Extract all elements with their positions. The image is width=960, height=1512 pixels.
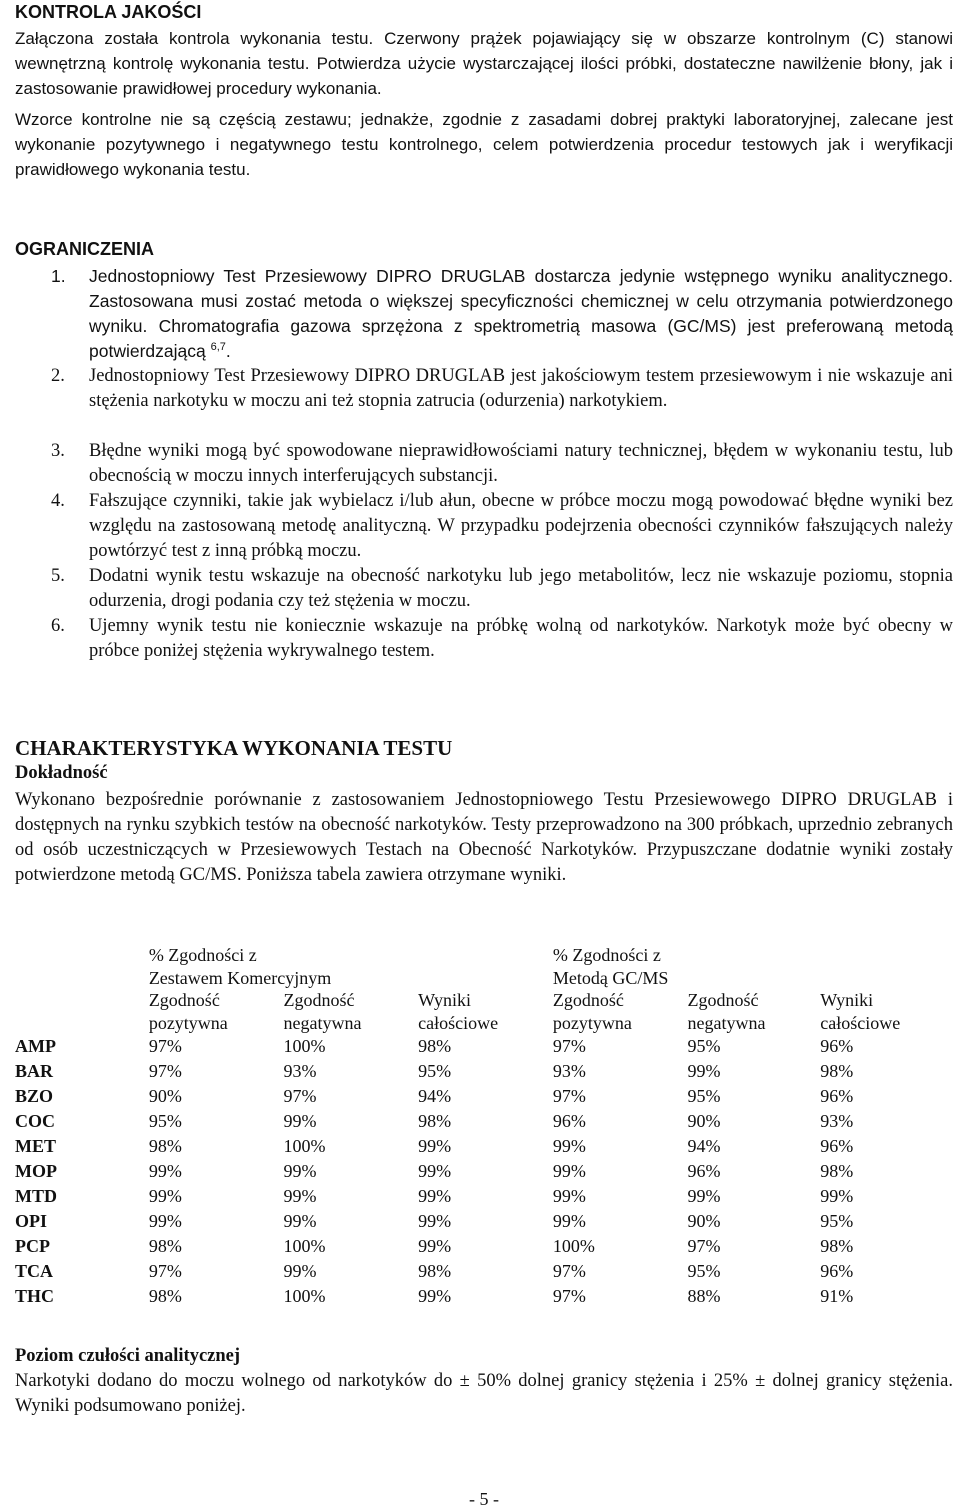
table-cell: 99% (148, 1161, 182, 1181)
table-cell: 90% (687, 1111, 721, 1131)
table-cell: 97% (148, 1036, 182, 1056)
table-cell: 94% (418, 1086, 452, 1106)
table-cell: 99% (283, 1261, 317, 1281)
item-superscript: 6,7 (210, 341, 226, 354)
column-header: Zgodność pozytywna (148, 990, 228, 1033)
item-number: 2. (51, 366, 65, 386)
table-cell: 99% (148, 1186, 182, 1206)
item-number: 5. (51, 566, 65, 586)
table-cell: 96% (820, 1036, 854, 1056)
table-cell: 95% (820, 1211, 854, 1231)
table-cell: 95% (418, 1061, 452, 1081)
table-cell: 96% (552, 1111, 586, 1131)
table-row (15, 1034, 953, 1059)
table-cell: 98% (148, 1286, 182, 1306)
table-cell: 97% (552, 1086, 586, 1106)
qc-paragraph-2: Wzorce kontrolne nie są częścią zestawu; jednakże, zgodnie z zasadami dobrej praktyki laboratoryjnej, zalecane jest wykonanie pozytywnego i negatywnego testu kontrolnego, celem potwierdzenia procedur testowych jak i weryfikacji prawidłowego wykonania testu. (15, 110, 953, 179)
table-cell: 97% (552, 1036, 586, 1056)
limitations-list (15, 264, 953, 664)
table-row (15, 1109, 953, 1134)
item-number: 6. (51, 616, 65, 636)
table-cell: 97% (148, 1061, 182, 1081)
item-end: . (225, 341, 231, 361)
accuracy-table (15, 944, 953, 1309)
table-cell: 98% (148, 1136, 182, 1156)
table-cell: 98% (418, 1036, 452, 1056)
row-label: COC (15, 1111, 55, 1131)
table-cell: 93% (283, 1061, 317, 1081)
table-cell: 90% (687, 1211, 721, 1231)
table-cell: 94% (687, 1136, 721, 1156)
table-cell: 97% (687, 1236, 721, 1256)
row-label: BAR (15, 1061, 54, 1081)
limitation-item-6 (15, 614, 953, 664)
table-cell: 99% (418, 1161, 452, 1181)
column-header: Zgodność pozytywna (552, 990, 632, 1033)
table-cell: 98% (148, 1236, 182, 1256)
table-group-header (15, 944, 953, 989)
table-cell: 95% (687, 1086, 721, 1106)
table-cell: 99% (418, 1186, 452, 1206)
table-cell: 93% (820, 1111, 854, 1131)
item-text: Dodatni wynik testu wskazuje na obecność narkotyku lub jego metabolitów, lecz nie wskazuje poziomu, stopnia odurzenia, drogi podania czy też stężenia w moczu. (89, 566, 953, 611)
table-cell: 99% (687, 1186, 721, 1206)
table-cell: 98% (418, 1111, 452, 1131)
table-row (15, 1284, 953, 1309)
row-label: MTD (15, 1186, 57, 1206)
table-cell: 99% (820, 1186, 854, 1206)
item-number: 4. (51, 491, 65, 511)
table-cell: 95% (687, 1036, 721, 1056)
table-cell: 100% (552, 1236, 595, 1256)
limitation-item-3 (15, 439, 953, 489)
table-cell: 99% (148, 1211, 182, 1231)
table-row (15, 1134, 953, 1159)
table-row (15, 1234, 953, 1259)
limitation-item-4 (15, 489, 953, 564)
page-number: - 5 - (469, 1489, 499, 1509)
table-cell: 99% (283, 1211, 317, 1231)
table-cell: 99% (552, 1136, 586, 1156)
column-header: Wyniki całościowe (820, 990, 901, 1033)
table-body (15, 1034, 953, 1309)
table-cell: 99% (283, 1186, 317, 1206)
table-cell: 99% (418, 1236, 452, 1256)
table-cell: 99% (552, 1211, 586, 1231)
table-cell: 97% (552, 1261, 586, 1281)
table-row (15, 1259, 953, 1284)
item-text: Błędne wyniki mogą być spowodowane nieprawidłowościami natury technicznej, błędem w wykonaniu testu, lub obecnością w moczu innych interferujących substancji. (89, 441, 953, 486)
table-cell: 100% (283, 1236, 326, 1256)
table-row (15, 1059, 953, 1084)
table-cell: 96% (820, 1136, 854, 1156)
table-cell: 97% (552, 1286, 586, 1306)
table-cell: 93% (552, 1061, 586, 1081)
item-text: Fałszujące czynniki, takie jak wybielacz i/lub ałun, obecne w próbce moczu mogą powodować błędne wyniki bez względu na zastosowaną metodę analityczną. W przypadku podejrzenia obecności czynników fałszujących należy powtórzyć test z inną próbką moczu. (89, 491, 953, 561)
table-cell: 91% (820, 1286, 854, 1306)
group-header-commercial: % Zgodności z Zestawem Komercyjnym (148, 945, 332, 988)
performance-title: CHARAKTERYSTYKA WYKONANIA TESTU (15, 736, 453, 760)
table-cell: 100% (283, 1286, 326, 1306)
table-cell: 98% (820, 1236, 854, 1256)
column-header: Wyniki całościowe (418, 990, 499, 1033)
item-text: Jednostopniowy Test Przesiewowy DIPRO DRUGLAB dostarcza jedynie wstępnego wyniku analitycznego. Zastosowana musi zostać metoda o większej specyficzności chemicznej w celu otrzymania potwierdzonego wyniku. Chromatografia gazowa sprzężona z spektrometrią masowa (GC/MS) jest preferowaną metodą potwierdzającą (89, 266, 953, 361)
limitation-item-5 (15, 564, 953, 614)
table-row (15, 1159, 953, 1184)
table-cell: 100% (283, 1036, 326, 1056)
column-header: Zgodność negatywna (283, 990, 362, 1033)
accuracy-paragraph: Wykonano bezpośrednie porównanie z zastosowaniem Jednostopniowego Testu Przesiewowego DIPRO DRUGLAB i dostępnych na rynku szybkich testów na obecność narkotyków. Testy przeprowadzono na 300 próbkach, uprzednio zebranych od osób uczestniczących w Przesiewowych Testach na Obecność Narkotyków. Przypuszczane dodatnie wyniki zostały potwierdzone metodą GC/MS. Poniższa tabela zawiera otrzymane wyniki. (15, 790, 953, 885)
table-cell: 99% (552, 1161, 586, 1181)
table-cell: 88% (687, 1286, 721, 1306)
table-cell: 99% (418, 1211, 452, 1231)
sensitivity-paragraph: Narkotyki dodano do moczu wolnego od narkotyków do ± 50% dolnej granicy stężenia i 25% ± dolnej granicy stężenia. Wyniki podsumowano poniżej. (15, 1371, 953, 1416)
table-row (15, 1209, 953, 1234)
accuracy-title: Dokładność (15, 763, 108, 783)
table-row (15, 1084, 953, 1109)
row-label: TCA (15, 1261, 54, 1281)
table-cell: 99% (283, 1111, 317, 1131)
table-cell: 95% (148, 1111, 182, 1131)
item-text: Jednostopniowy Test Przesiewowy DIPRO DRUGLAB jest jakościowym testem przesiewowym i nie wskazuje ani stężenia narkotyku w moczu ani też stopnia zatrucia (odurzenia) narkotykiem. (89, 366, 953, 411)
table-cell: 96% (820, 1086, 854, 1106)
qc-title: KONTROLA JAKOŚCI (15, 2, 202, 22)
row-label: PCP (15, 1236, 50, 1256)
item-number: 1. (51, 266, 66, 286)
table-cell: 99% (283, 1161, 317, 1181)
table-cell: 98% (418, 1261, 452, 1281)
sensitivity-title: Poziom czułości analitycznej (15, 1346, 241, 1366)
table-cell: 99% (418, 1286, 452, 1306)
table-cell: 96% (820, 1261, 854, 1281)
column-header: Zgodność negatywna (687, 990, 766, 1033)
table-cell: 90% (148, 1086, 182, 1106)
table-subheader (15, 989, 953, 1034)
row-label: AMP (15, 1036, 56, 1056)
table-cell: 99% (418, 1136, 452, 1156)
item-text: Ujemny wynik testu nie koniecznie wskazuje na próbkę wolną od narkotyków. Narkotyk może być obecny w próbce poniżej stężenia wykrywalnego testem. (89, 616, 953, 661)
table-cell: 98% (820, 1161, 854, 1181)
limitations-title: OGRANICZENIA (15, 239, 154, 259)
group-header-gcms: % Zgodności z Metodą GC/MS (552, 945, 669, 988)
table-cell: 97% (283, 1086, 317, 1106)
row-label: BZO (15, 1086, 54, 1106)
row-label: OPI (15, 1211, 48, 1231)
table-cell: 98% (820, 1061, 854, 1081)
table-cell: 99% (687, 1061, 721, 1081)
table-cell: 96% (687, 1161, 721, 1181)
limitation-item-2 (15, 364, 953, 439)
table-row (15, 1184, 953, 1209)
table-cell: 99% (552, 1186, 586, 1206)
row-label: MOP (15, 1161, 57, 1181)
qc-paragraph-1: Załączona została kontrola wykonania testu. Czerwony prążek pojawiający się w obszarze kontrolnym (C) stanowi wewnętrzną kontrolę wykonania testu. Potwierdza użycie wystarczającej ilości próbki, dostateczne nawilżenie błony, jak i zastosowanie prawidłowej procedury wykonania. (15, 29, 953, 98)
row-label: MET (15, 1136, 57, 1156)
table-cell: 97% (148, 1261, 182, 1281)
limitation-item-1 (15, 264, 953, 364)
table-cell: 95% (687, 1261, 721, 1281)
table-cell: 100% (283, 1136, 326, 1156)
row-label: THC (15, 1286, 55, 1306)
item-number: 3. (51, 441, 65, 461)
